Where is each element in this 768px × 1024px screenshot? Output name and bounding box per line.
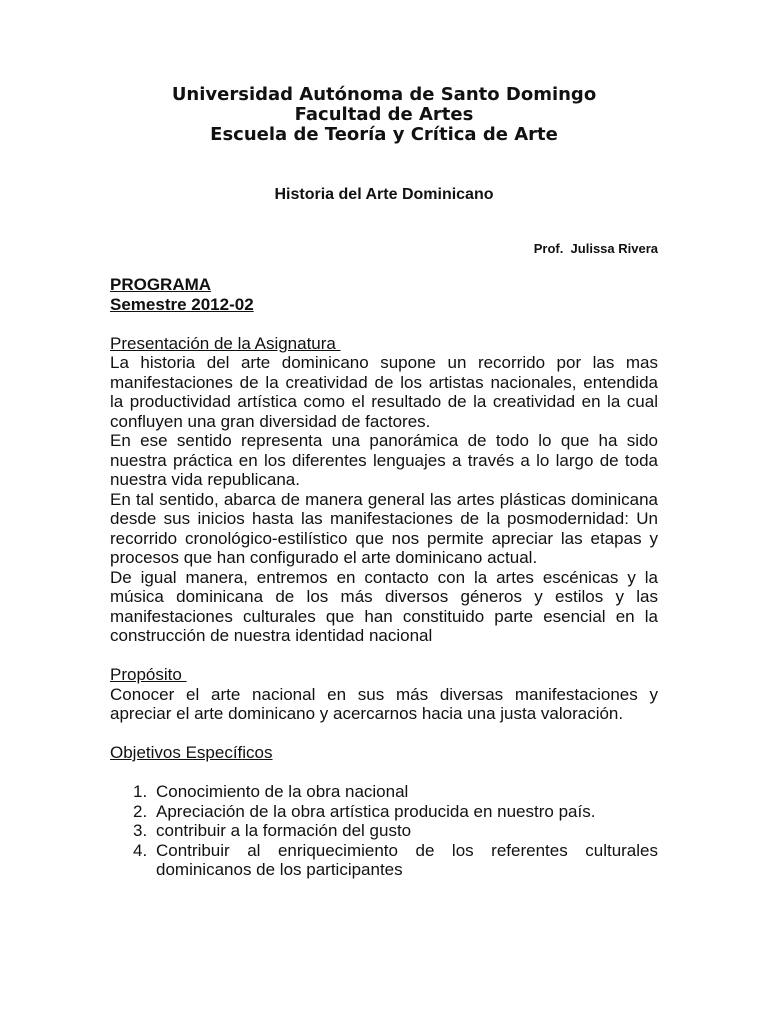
- document-header: [0, 85, 768, 145]
- objective-number: 4.: [133, 840, 148, 860]
- professor-name: Prof. Julissa Rivera: [533, 241, 658, 256]
- school-name: Escuela de Teoría y Crítica de Arte: [210, 124, 558, 145]
- presentation-paragraph-3: En tal sentido, abarca de manera general las artes plásticas dominicana desde sus inicios hasta las manifestaciones de la posmodernidad: Un recorrido cronológico-estilístico que nos permite apreciar las etapas y procesos que han configurado el arte dominicano actual.: [110, 489, 658, 567]
- objective-item: [110, 802, 658, 822]
- program-heading: [110, 275, 658, 314]
- objective-item: [110, 841, 658, 880]
- document-body: [110, 275, 658, 880]
- objective-text: Contribuir al enriquecimiento de los referentes culturales dominicanos de los participantes: [156, 840, 658, 879]
- objective-text: Conocimiento de la obra nacional: [156, 782, 409, 801]
- objective-item: [110, 821, 658, 841]
- objective-number: 1.: [133, 782, 148, 801]
- objective-item: [110, 782, 658, 802]
- presentation-paragraph-1: La historia del arte dominicano supone un recorrido por las mas manifestaciones de la creatividad de los artistas nacionales, entendida la productividad artística como el resultado de la creatividad en la cual confluyen una gran diversidad de factores.: [110, 353, 658, 431]
- university-name: Universidad Autónoma de Santo Domingo: [171, 84, 597, 105]
- faculty-name: Facultad de Artes: [294, 104, 474, 125]
- objectives-heading: Objetivos Específicos: [110, 743, 273, 762]
- semester-label: Semestre 2012-02: [110, 294, 254, 314]
- program-label: PROGRAMA: [110, 275, 212, 294]
- objective-number: 3.: [133, 821, 148, 840]
- presentation-paragraph-4: De igual manera, entremos en contacto con la artes escénicas y la música dominicana de los más diversos géneros y estilos y las manifestaciones culturales que han constituido parte esencial en la construcción de nuestra identidad nacional: [110, 567, 658, 645]
- presentation-paragraph-2: En ese sentido representa una panorámica de todo lo que ha sido nuestra práctica en los diferentes lenguajes a través a lo largo de toda nuestra vida republicana.: [110, 431, 658, 489]
- objective-number: 2.: [133, 801, 148, 821]
- course-title: Historia del Arte Dominicano: [274, 186, 494, 203]
- spacer: [110, 724, 658, 744]
- purpose-paragraph: Conocer el arte nacional en sus más diversas manifestaciones y apreciar el arte dominicano y acercarnos hacia una justa valoración.: [110, 684, 658, 723]
- purpose-heading: Propósito: [110, 665, 187, 684]
- objective-text: Apreciación de la obra artística producida en nuestro país.: [156, 801, 596, 821]
- spacer: [110, 314, 658, 334]
- objective-text: contribuir a la formación del gusto: [156, 821, 412, 840]
- spacer: [110, 763, 658, 783]
- spacer: [110, 646, 658, 666]
- objectives-list: [110, 782, 658, 880]
- presentation-heading: Presentación de la Asignatura: [110, 333, 341, 353]
